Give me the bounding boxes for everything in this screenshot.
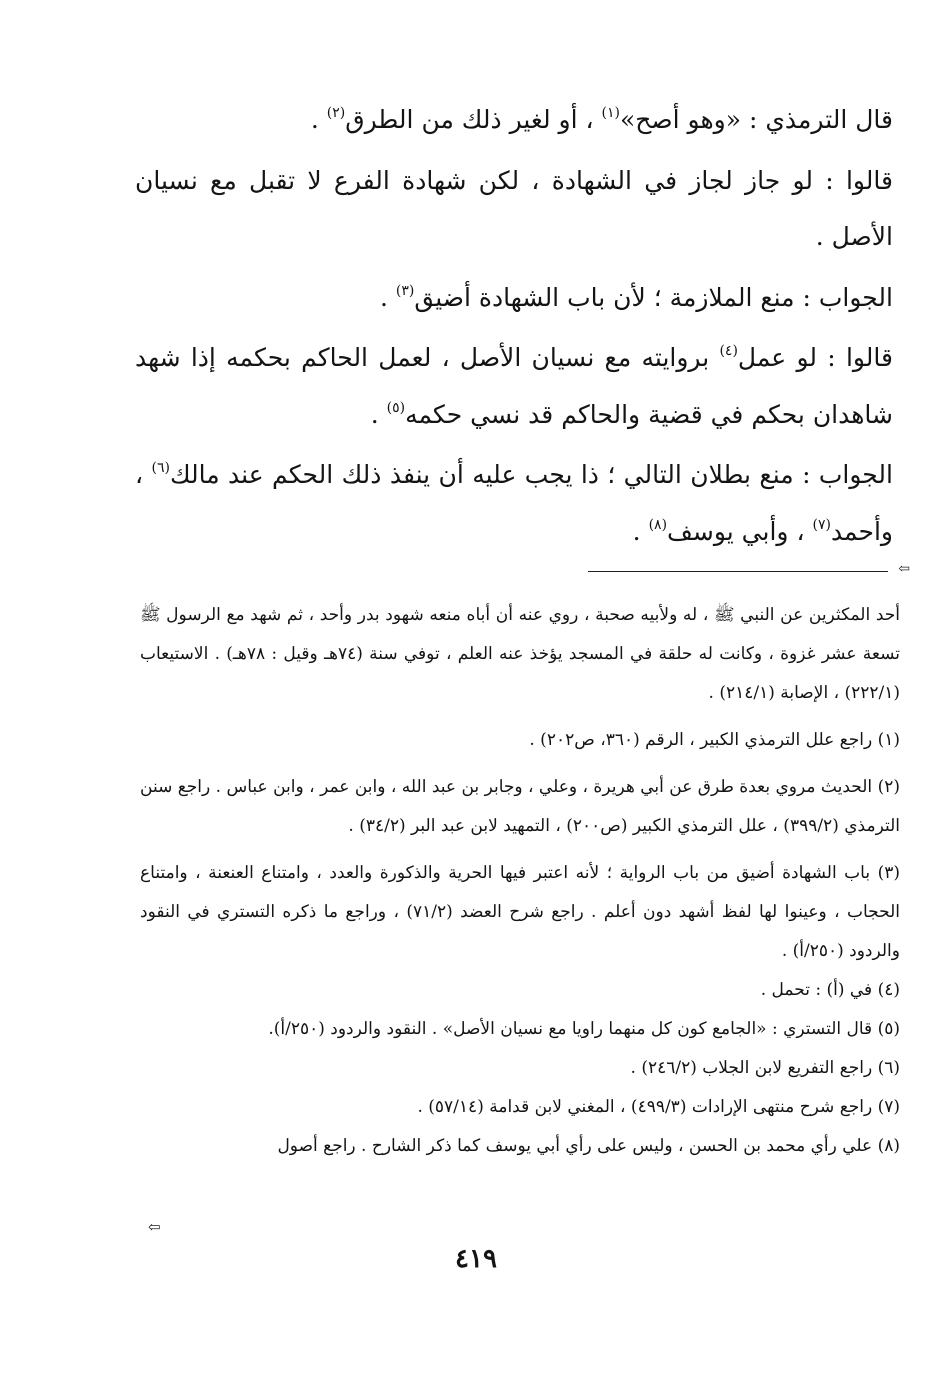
text: قالوا : لو عمل (737, 343, 893, 372)
text: ، وأبي يوسف (667, 516, 813, 546)
text: ، أو لغير ذلك من الطرق (345, 105, 602, 134)
footnote-carryover: أحد المكثرين عن النبي ﷺ ، له ولأبيه صحبة ، روي عنه أن أباه منعه شهود بدر وأحد ، ثم شهد مع الرسول ﷺ تسعة عشر غزوة ، وكانت له حلقة في المسجد يؤخذ عنه العلم ، توفي سنة (٧٤هـ وقيل : ٧٨هـ) . الاستيعاب (٢٢٢/١) ، الإصابة (٢١٤/١) . (140, 605, 900, 703)
continuation-arrow-icon: ⇦ (148, 1218, 161, 1236)
footnote-ref-2[interactable]: (٢) (326, 105, 346, 121)
footnote-ref-8[interactable]: (٨) (648, 516, 668, 533)
footnote-ref-7[interactable]: (٧) (812, 516, 831, 533)
text: . (370, 399, 387, 429)
text: بروايته مع نسيان الأصل ، لعمل الحاكم بحكمه إذا شهد شاهدان بحكم في قضية والحاكم قد نسي حكمه (135, 343, 893, 429)
footnote-7: (٧) راجع شرح منتهى الإرادات (٤٩٩/٣) ، المغني لابن قدامة (٥٧/١٤) . (417, 1097, 900, 1117)
text: قالوا : لو جاز لجاز في الشهادة ، لكن شهادة الفرع لا تقبل مع نسيان الأصل . (135, 165, 893, 251)
left-arrow-icon: ⇦ (898, 561, 910, 577)
main-text (135, 92, 893, 560)
text: الجواب : منع بطلان التالي ؛ ذا يجب عليه أن ينفذ ذلك الحكم عند مالك (169, 460, 893, 489)
footnote-1: (١) راجع علل الترمذي الكبير ، الرقم (٣٦٠، ص٢٠٢) . (529, 730, 900, 750)
footnote-ref-4[interactable]: (٤) (719, 343, 738, 359)
page-number: ٤١٩ (455, 1244, 497, 1274)
text: . (310, 105, 327, 134)
footnote-6: (٦) راجع التفريع لابن الجلاب (٢٤٦/٢) . (630, 1058, 900, 1078)
paragraph-tirmidhi (135, 92, 893, 149)
text: قال الترمذي : «وهو أصح» (620, 105, 893, 134)
footnote-8: (٨) علي رأي محمد بن الحسن ، وليس على رأي أبي يوسف كما ذكر الشارح . راجع أصول (277, 1136, 900, 1156)
paragraph-objection-2 (135, 330, 893, 443)
footnotes (140, 596, 900, 1166)
footnote-3: (٣) باب الشهادة أضيق من باب الرواية ؛ لأنه اعتبر فيها الحرية والذكورة والعدد ، وامتناع العنعنة ، وامتناع الحجاب ، وعينوا لها لفظ أشهد دون أعلم . راجع شرح العضد (٧١/٢) ، وراجع ما ذكره التستري في النقود والردود (٢٥٠/أ) . (140, 863, 900, 961)
footnote-5: (٥) قال التستري : «الجامع كون كل منهما راويا مع نسيان الأصل» . النقود والردود (٢٥٠/أ). (268, 1019, 900, 1039)
footnote-ref-1[interactable]: (١) (601, 105, 620, 121)
text: . (632, 516, 649, 546)
paragraph-objection-1 (135, 153, 893, 266)
divider-line (588, 571, 888, 572)
footnote-ref-3[interactable]: (٣) (395, 282, 415, 299)
text: ، وأحمد (135, 460, 893, 546)
text: . (380, 282, 396, 312)
footnote-divider (588, 561, 910, 579)
paragraph-answer-1 (135, 270, 893, 327)
paragraph-answer-2 (135, 447, 893, 560)
footnote-2: (٢) الحديث مروي بعدة طرق عن أبي هريرة ، وعلي ، وجابر بن عبد الله ، وابن عمر ، وابن عباس . راجع سنن الترمذي (٣٩٩/٢) ، علل الترمذي الكبير (ص٢٠٠) ، التمهيد لابن عبد البر (٣٤/٢) . (140, 777, 900, 836)
footnote-4: (٤) في (أ) : تحمل . (760, 980, 900, 1000)
footnote-ref-6[interactable]: (٦) (151, 460, 170, 476)
footnote-ref-5[interactable]: (٥) (386, 399, 406, 416)
text: الجواب : منع الملازمة ؛ لأن باب الشهادة أضيق (414, 282, 893, 312)
